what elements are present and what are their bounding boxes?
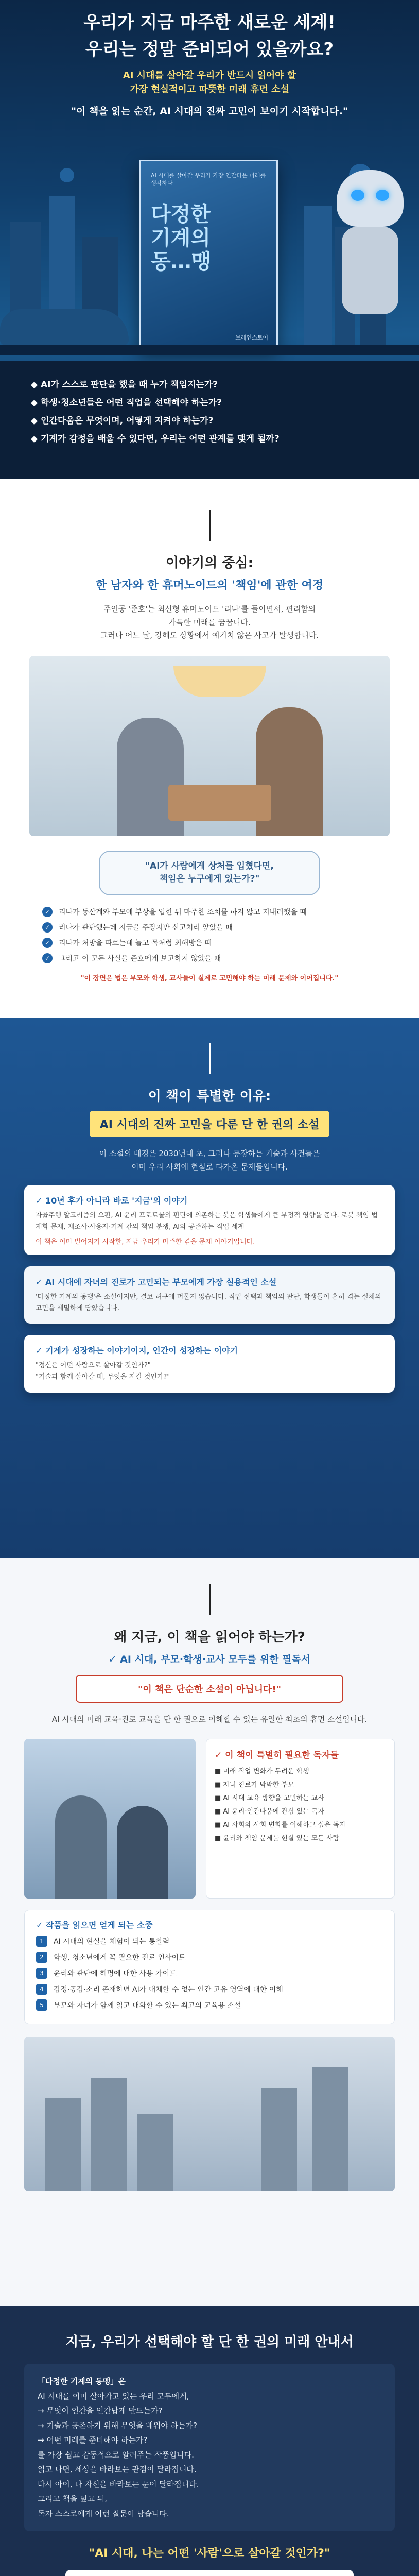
- person-illustration: [117, 1806, 168, 1899]
- benefit-text: 학생, 청소년에게 꼭 필요한 진로 인사이트: [54, 1953, 186, 1962]
- hero-question-item: ◆ AI가 스스로 판단을 했을 때 누가 책임지는가?: [31, 380, 218, 390]
- benefits-box: [24, 1910, 395, 2024]
- special-section: [0, 1018, 419, 1558]
- robot-body-illustration: [342, 227, 398, 314]
- benefit-item: [36, 1984, 383, 1995]
- reader-list-item: ■ AI 윤리·인간다움에 관심 있는 독자: [215, 1807, 325, 1816]
- future-line: → 어떤 미래를 준비해야 하는가?: [38, 2435, 148, 2445]
- card-red-note: 이 책은 이미 벌어지기 시작한, 지금 우리가 마주한 겪을 문제 이야기입니다.: [36, 1238, 255, 1246]
- why-red-box-sub: AI 시대의 미래 교육·진로 교육을 단 한 권으로 이해할 수 있는 유일한 최초의 휴먼 소설입니다.: [51, 1715, 368, 1724]
- check-icon: ✓: [42, 922, 53, 933]
- checklist-text: 리나가 동산계와 부모에 부상을 입힌 뒤 마주한 조치를 하지 않고 지내려했을 때: [59, 908, 307, 917]
- benefit-text: 윤리와 판단에 해명에 대한 사용 가이드: [54, 1969, 177, 1978]
- number-badge: 3: [36, 1968, 47, 1979]
- card-body: '다정한 기계의 동맹'은 소설이지만, 결코 허구에 머물지 않습니다. 직업 선택과 책임의 판단, 학생들이 흔히 겪는 실체의 고민을 세밀하게 담았습니다.: [36, 1293, 381, 1313]
- special-body-line-1: 이 소설의 배경은 2030년대 초, 그러나 등장하는 기술과 사건들은: [99, 1149, 320, 1158]
- special-card-growth: [24, 1335, 395, 1392]
- benefit-text: 감정·공감·소리 존재하면 AI가 대체할 수 없는 인간 고유 영역에 대한 이해: [54, 1985, 283, 1994]
- story-title: 이야기의 중심:: [165, 555, 254, 571]
- building-illustration: [91, 2078, 127, 2191]
- robot-eye-left: [351, 190, 364, 201]
- robot-eye-right: [376, 190, 389, 201]
- special-card-now: [24, 1185, 395, 1255]
- future-line: 읽고 나면, 세상을 바라보는 관점이 달라집니다.: [38, 2465, 197, 2474]
- special-card-parents: [24, 1266, 395, 1324]
- check-icon: ✓: [42, 953, 53, 963]
- hero-sub-line-2: 가장 현실적이고 따뜻한 미래 휴먼 소설: [130, 83, 289, 95]
- card-heading: ✓ 10년 후가 아니라 바로 '지금'의 이야기: [36, 1196, 188, 1206]
- future-line: 독자 스스로에게 이런 질문이 남습니다.: [38, 2509, 169, 2518]
- city-scene-illustration: [24, 2037, 395, 2191]
- card-quote-2: "기술과 함께 살아갈 때, 무엇을 지킬 것인가?": [36, 1373, 170, 1381]
- benefit-item: [36, 1952, 383, 1963]
- why-picture-row: [24, 1739, 395, 1899]
- bubble-line-1: "AI가 사람에게 상처를 입혔다면,: [145, 860, 274, 871]
- building-illustration: [312, 2067, 348, 2191]
- book-tagline: AI 시대를 살아갈 우리가 가장 인간다운 미래를 생각하다: [151, 172, 266, 187]
- special-highlight: AI 시대의 진짜 고민을 다룬 단 한 권의 소설: [90, 1111, 330, 1137]
- number-badge: 5: [36, 1999, 47, 2011]
- section-divider-bar: [209, 1584, 211, 1615]
- benefit-text: 부모와 자녀가 함께 읽고 대화할 수 있는 최고의 교육용 소설: [54, 2001, 241, 2010]
- reader-list-item: ■ AI 시대 교육 방향을 고민하는 교사: [215, 1794, 325, 1802]
- check-icon: ✓: [42, 938, 53, 948]
- reader-list-panel: [206, 1739, 395, 1899]
- future-title: 지금, 우리가 선택해야 할 단 한 권의 미래 안내서: [65, 2334, 354, 2350]
- story-body: [0, 603, 419, 642]
- reader-list-item: ■ 미래 직업 변화가 두려운 학생: [215, 1767, 309, 1775]
- check-icon: ✓: [42, 907, 53, 917]
- future-line: 다시 아이, 나 자신을 바라보는 눈이 달라집니다.: [38, 2479, 199, 2489]
- building-illustration: [45, 2098, 81, 2191]
- benefits-heading: ✓ 작품을 읽으면 얻게 되는 소중: [36, 1920, 153, 1930]
- reader-list-heading: ✓ 이 책이 특별히 필요한 독자들: [215, 1750, 339, 1760]
- hero-quote: "이 책을 읽는 순간, AI 시대의 진짜 고민이 보이기 시작합니다.": [71, 105, 348, 117]
- benefit-item: [36, 1936, 383, 1947]
- hero-question-item: ◆ 학생·청소년들은 어떤 직업을 선택해야 하는가?: [31, 398, 222, 408]
- car-illustration: [0, 309, 129, 345]
- future-content: [24, 2364, 395, 2531]
- book-title: 다정한 기계의 동…맹: [151, 202, 212, 274]
- why-title: 왜 지금, 이 책을 읽어야 하는가?: [114, 1630, 305, 1645]
- reader-list-item: ■ 자녀 진로가 막막한 부모: [215, 1781, 294, 1789]
- story-body-line-2: 가득한 미래를 꿈꿉니다.: [168, 617, 251, 627]
- benefit-item: [36, 1968, 383, 1979]
- road-illustration: [0, 345, 419, 355]
- story-subtitle: 한 남자와 한 휴머노이드의 '책임'에 관한 여정: [96, 579, 323, 592]
- building-illustration: [137, 2114, 173, 2191]
- future-line: 「다정한 기계의 동맹」은: [38, 2377, 126, 2386]
- building-illustration: [261, 2088, 297, 2191]
- hero-sub-line-1: AI 시대를 살아갈 우리가 반드시 읽어야 할: [123, 70, 296, 81]
- book-cover: [139, 160, 278, 350]
- hero-question-list: [0, 361, 419, 479]
- number-badge: 4: [36, 1984, 47, 1995]
- section-divider-bar: [209, 510, 211, 541]
- hero-question-item: ◆ 기계가 감정을 배울 수 있다면, 우리는 어떤 관계를 맺게 될까?: [31, 434, 280, 444]
- section-divider-bar: [209, 1043, 211, 1074]
- checklist-item: [42, 953, 377, 963]
- future-line: AI 시대를 이미 살아가고 있는 우리 모두에게,: [38, 2391, 189, 2401]
- card-body: 자율주행 알고리즘의 오판, AI 윤리 프로토콜의 판단에 의존하는 봇은 학생들에게 큰 부정적 영향을 준다. 로봇 책임 법제화 문제, 제조사·사용자·기계 간의 책임 분쟁, AI와 공존하는 직업 세계: [36, 1212, 378, 1231]
- story-checklist: [42, 907, 377, 963]
- checklist-text: 리나가 판단했는데 지금을 주장지만 신고처리 앞았을 때: [59, 923, 233, 932]
- future-line: 그리고 책을 덮고 뒤,: [38, 2494, 107, 2503]
- why-audience-line: ✓ AI 시대, 부모·학생·교사 모두를 위한 필독서: [108, 1654, 311, 1665]
- family-illustration: [24, 1739, 196, 1899]
- hero-headline-2: 우리는 정말 준비되어 있을까요?: [85, 39, 334, 60]
- future-line: → 기술과 공존하기 위해 무엇을 배워야 하는가?: [38, 2420, 197, 2430]
- card-quote-1: "정신은 어떤 사람으로 살아갈 것인가?": [36, 1362, 151, 1370]
- future-line: → 무엇이 인간을 인간답게 만드는가?: [38, 2406, 163, 2415]
- special-title: 이 책이 특별한 이유:: [148, 1089, 271, 1104]
- hero-headline-1: 우리가 지금 마주한 새로운 세계!: [83, 12, 336, 33]
- reader-list-item: ■ AI 사회와 사회 변화를 이해하고 싶은 독자: [215, 1821, 346, 1829]
- bubble-line-2: 책임은 누구에게 있는가?": [159, 874, 260, 884]
- card-heading: ✓ 기계가 성장하는 이야기이지, 인간이 성장하는 이야기: [36, 1346, 238, 1356]
- reader-list-item: ■ 윤리와 책임 문제를 현실 있는 모든 사람: [215, 1834, 340, 1842]
- future-section: [0, 2306, 419, 2576]
- person-illustration: [55, 1795, 107, 1899]
- checklist-text: 그리고 이 모든 사실을 준호에게 보고하지 않았을 때: [59, 954, 221, 963]
- story-note: "이 장면은 법은 부모와 학생, 교사들이 실제로 고민해야 하는 미래 문제와 이어집니다.": [80, 974, 339, 982]
- hero-question-item: ◆ 인간다움은 무엇이며, 어떻게 지켜야 하는가?: [31, 416, 214, 426]
- story-illustration: [29, 656, 390, 836]
- story-body-line-1: 주인공 '준호'는 최신형 휴머노이드 '리나'를 들이면서, 편리함의: [103, 604, 316, 614]
- story-speech-bubble: [99, 851, 320, 895]
- special-body: [0, 1147, 419, 1174]
- book-publisher: 브레인스토어: [235, 334, 268, 341]
- table-illustration: [168, 785, 271, 821]
- story-section: [0, 479, 419, 1018]
- lamp-illustration: [173, 666, 266, 697]
- checklist-item: [42, 907, 377, 917]
- special-body-line-2: 이미 우리 사회에 현실로 다가온 문제들입니다.: [131, 1162, 288, 1172]
- hero-sub: [0, 69, 419, 96]
- future-line: 를 가장 쉽고 감동적으로 알려주는 작품입니다.: [38, 2450, 194, 2460]
- checklist-text: 리나가 처방을 따르는데 늘고 목처럼 최해방은 때: [59, 939, 212, 947]
- benefit-item: [36, 1999, 383, 2011]
- why-red-box: "이 책은 단순한 소설이 아닙니다!": [76, 1675, 343, 1703]
- benefit-text: AI 시대의 현실을 체험이 되는 통찰력: [54, 1937, 170, 1946]
- card-heading: ✓ AI 시대에 자녀의 진로가 고민되는 부모에게 가장 실용적인 소설: [36, 1277, 277, 1287]
- future-callout-box: [65, 2570, 354, 2576]
- checklist-item: [42, 938, 377, 948]
- future-quote: "AI 시대, 나는 어떤 '사람'으로 살아갈 것인가?": [89, 2547, 330, 2560]
- story-body-line-3: 그러나 어느 날, 강해도 상황에서 예기치 않은 사고가 발생합니다.: [100, 631, 319, 640]
- number-badge: 1: [36, 1936, 47, 1947]
- hero-section: [0, 0, 419, 479]
- robot-head-illustration: [337, 170, 404, 227]
- number-badge: 2: [36, 1952, 47, 1963]
- why-section: [0, 1558, 419, 2306]
- checklist-item: [42, 922, 377, 933]
